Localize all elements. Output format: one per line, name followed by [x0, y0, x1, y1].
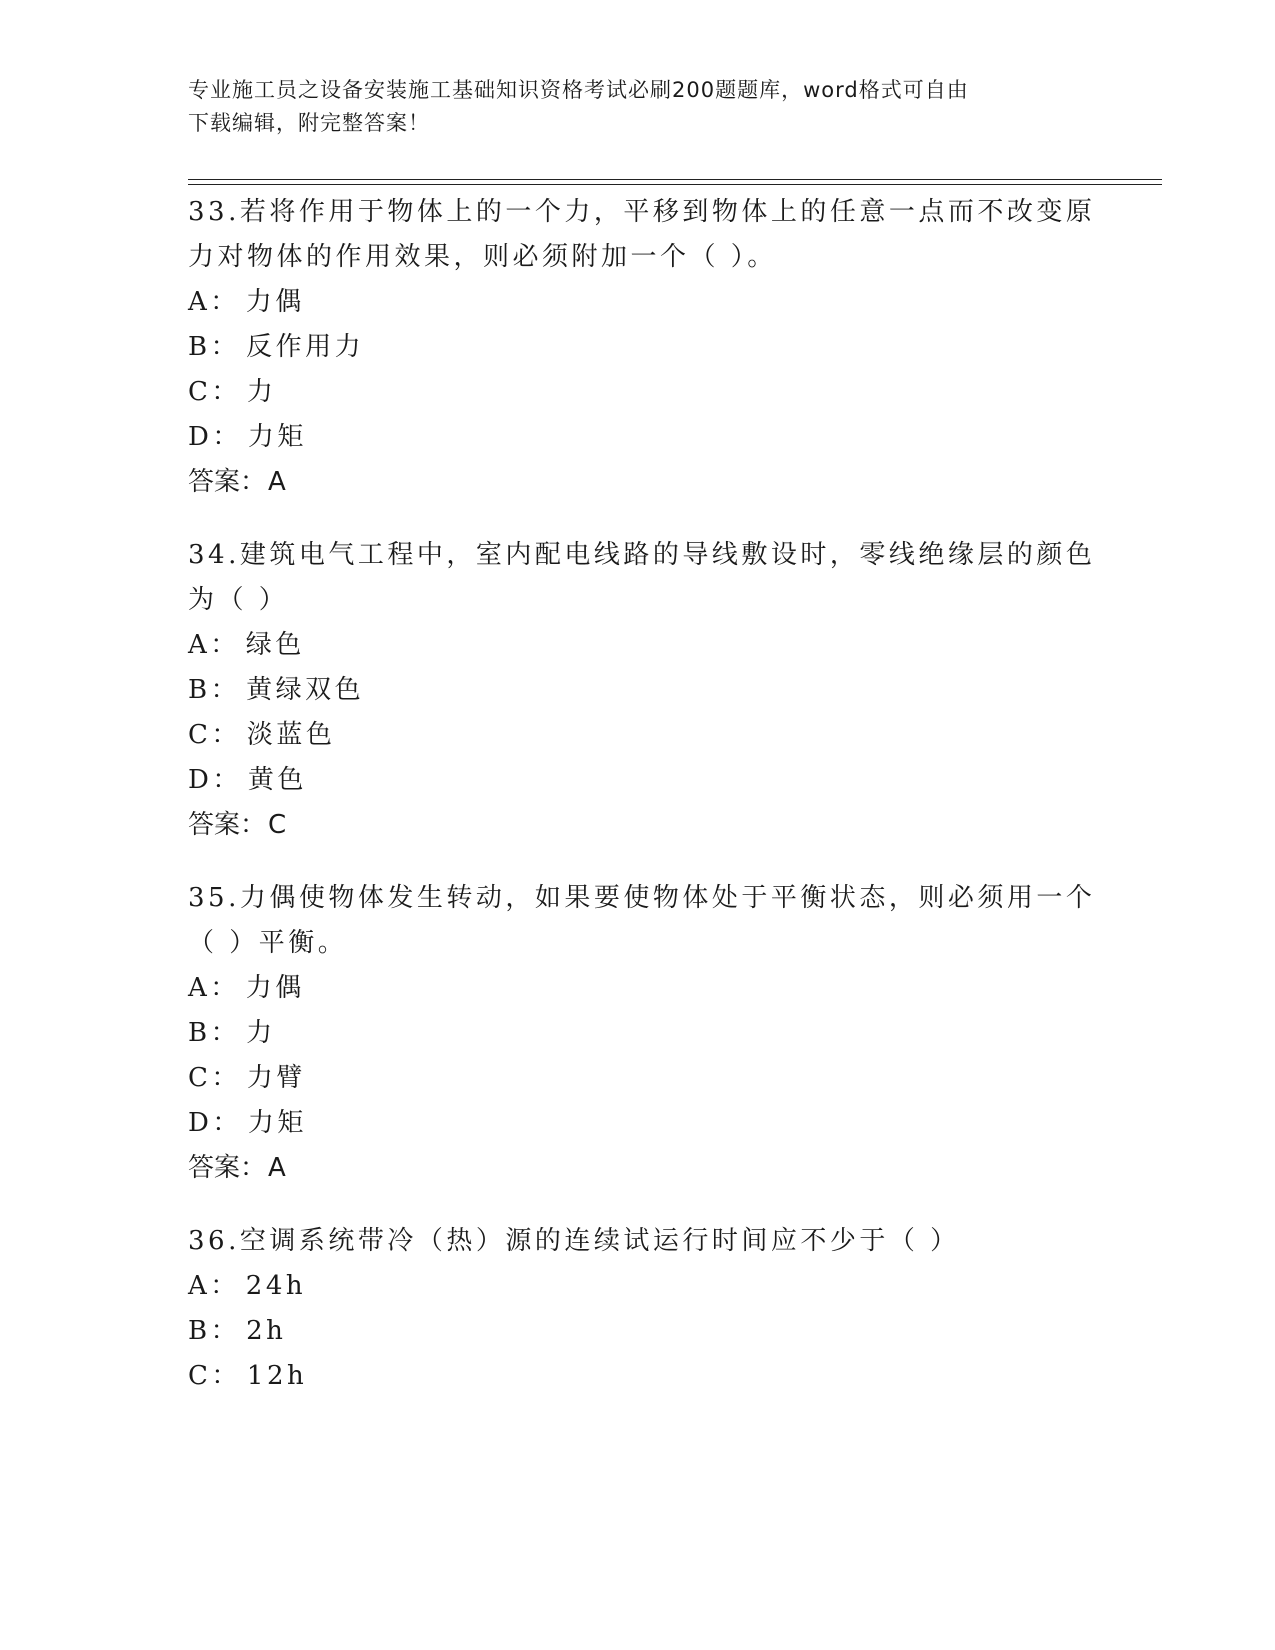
option-c [188, 370, 1088, 415]
option-key: C： [188, 377, 241, 407]
option-c [188, 1354, 1088, 1399]
option-key: C： [188, 720, 241, 750]
stem-line: 力对物体的作用效果，则必须附加一个（ ）。 [188, 242, 777, 272]
option-c [188, 713, 1088, 758]
option-key: A： [188, 287, 240, 317]
option-a [188, 966, 1088, 1011]
option-text: 2h [246, 1316, 287, 1346]
option-text: 力 [246, 377, 277, 407]
question-stem [188, 1219, 1088, 1264]
option-key: C： [188, 1361, 241, 1391]
option-text: 力臂 [246, 1063, 306, 1093]
option-a [188, 623, 1088, 668]
option-key: A： [188, 1271, 240, 1301]
option-key: B： [188, 675, 241, 705]
option-text: 绿色 [245, 630, 305, 660]
stem-line: 34.建筑电气工程中，室内配电线路的导线敷设时，零线绝缘层的颜色 [188, 540, 1096, 570]
stem-line: 36.空调系统带冷（热）源的连续试运行时间应不少于（ ） [188, 1226, 960, 1256]
option-a [188, 1264, 1088, 1309]
option-b [188, 668, 1088, 713]
question-stem [188, 533, 1096, 623]
option-c [188, 1056, 1088, 1101]
option-d [188, 415, 1088, 460]
question-stem [188, 876, 1096, 966]
answer-value: A [268, 467, 286, 497]
header-line-2: 下载编辑，附完整答案！ [188, 111, 430, 135]
stem-line: 为（ ） [188, 585, 289, 615]
option-text: 黄绿双色 [246, 675, 365, 705]
question-35 [188, 876, 1096, 1191]
option-b [188, 325, 1088, 370]
option-text: 力偶 [245, 287, 305, 317]
option-d [188, 1101, 1088, 1146]
answer-value: C [268, 810, 287, 840]
option-a [188, 280, 1088, 325]
header-line-1: 专业施工员之设备安装施工基础知识资格考试必刷200题题库，word格式可自由 [188, 78, 969, 102]
answer-line [188, 460, 1088, 505]
answer-label: 答案： [188, 1153, 267, 1183]
option-d [188, 758, 1088, 803]
option-key: D： [188, 765, 242, 795]
option-key: B： [188, 1018, 241, 1048]
option-b [188, 1011, 1088, 1056]
answer-line [188, 803, 1088, 848]
answer-label: 答案： [188, 467, 267, 497]
document-header [188, 74, 1068, 140]
question-stem [188, 190, 1096, 280]
option-key: D： [188, 422, 242, 452]
question-list [188, 190, 1096, 1427]
header-divider-top [188, 179, 1162, 180]
option-text: 24h [245, 1271, 307, 1301]
option-text: 力矩 [247, 1108, 307, 1138]
option-text: 反作用力 [246, 332, 365, 362]
answer-label: 答案： [188, 810, 267, 840]
question-34 [188, 533, 1096, 848]
question-36 [188, 1219, 1088, 1399]
option-key: B： [188, 332, 241, 362]
stem-line: （ ）平衡。 [188, 928, 348, 958]
option-b [188, 1309, 1088, 1354]
answer-line [188, 1146, 1088, 1191]
option-text: 力矩 [247, 422, 307, 452]
stem-line: 33.若将作用于物体上的一个力，平移到物体上的任意一点而不改变原 [188, 197, 1096, 227]
option-text: 力偶 [245, 973, 305, 1003]
stem-line: 35.力偶使物体发生转动，如果要使物体处于平衡状态，则必须用一个 [188, 883, 1096, 913]
question-33 [188, 190, 1096, 505]
option-text: 12h [246, 1361, 308, 1391]
option-key: B： [188, 1316, 241, 1346]
option-text: 力 [246, 1018, 276, 1048]
option-key: A： [188, 630, 240, 660]
header-divider-bottom [188, 184, 1162, 185]
option-text: 黄色 [247, 765, 307, 795]
option-key: D： [188, 1108, 242, 1138]
option-key: C： [188, 1063, 241, 1093]
option-key: A： [188, 973, 240, 1003]
answer-value: A [268, 1153, 286, 1183]
option-text: 淡蓝色 [246, 720, 336, 750]
